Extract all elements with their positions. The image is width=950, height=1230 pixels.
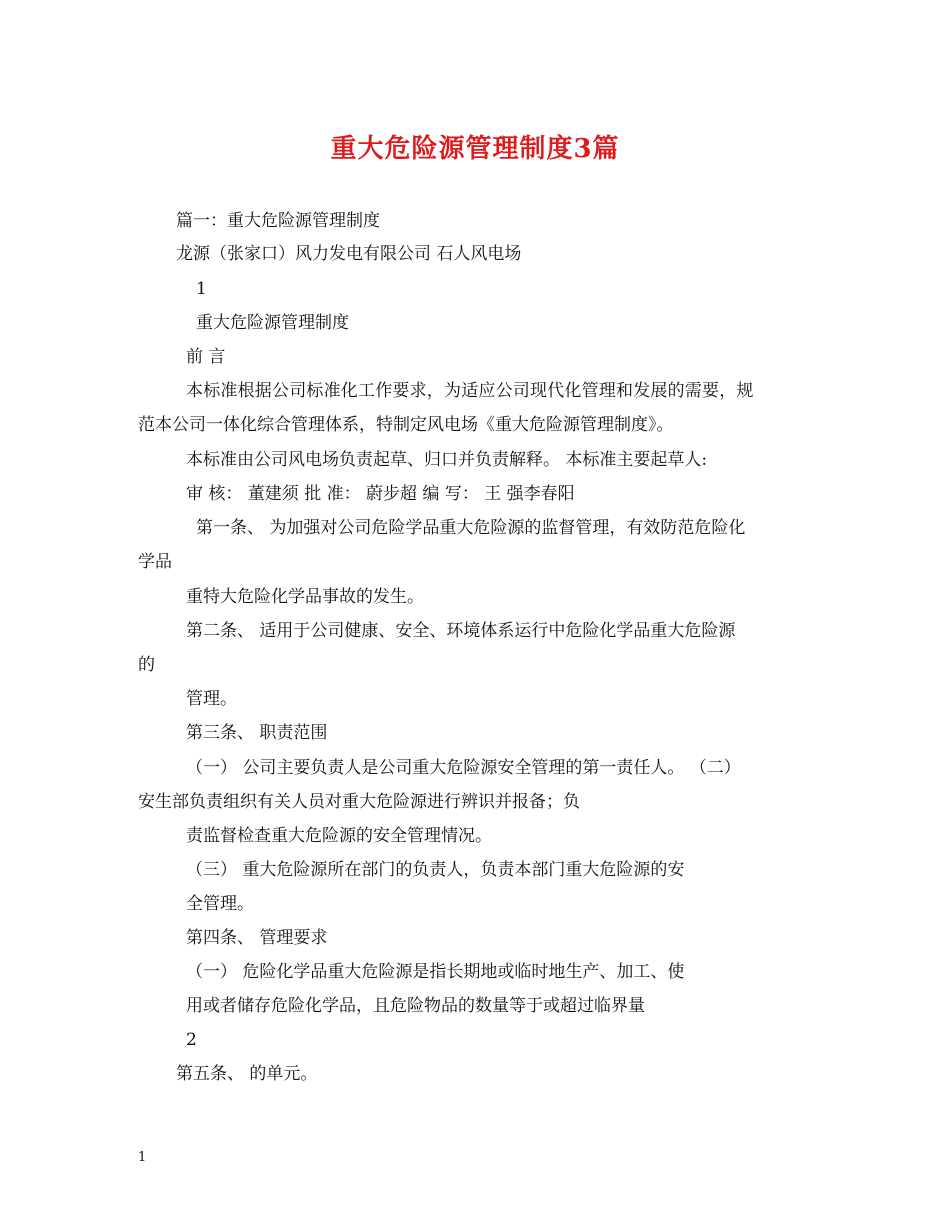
text-line: 前 言 <box>186 347 226 367</box>
text-line: 第五条、 的单元。 <box>176 1064 318 1084</box>
text-line: 重大危险源管理制度 <box>196 313 349 333</box>
text-line: （三） 重大危险源所在部门的负责人，负责本部门重大危险源的安 <box>186 860 685 880</box>
document-title: 重大危险源管理制度3篇 <box>330 134 620 164</box>
text-line: 用或者储存危险化学品，且危险物品的数量等于或超过临界量 <box>186 996 645 1016</box>
text-line: 第二条、 适用于公司健康、安全、环境体系运行中危险化学品重大危险源 <box>186 621 736 641</box>
text-line: 全管理。 <box>186 894 254 914</box>
text-line: 管理。 <box>186 689 237 709</box>
text-line: （一） 危险化学品重大危险源是指长期地或临时地生产、加工、使 <box>186 962 685 982</box>
text-line: 范本公司一体化综合管理体系，特制定风电场《重大危险源管理制度》。 <box>138 415 674 435</box>
text-line: 1 <box>196 279 207 299</box>
text-line: 第三条、 职责范围 <box>186 723 328 743</box>
text-line: 本标准根据公司标准化工作要求，为适应公司现代化管理和发展的需要，规 <box>186 381 754 401</box>
page-number: 1 <box>138 1150 147 1165</box>
text-line: 责监督检查重大危险源的安全管理情况。 <box>186 826 492 846</box>
text-line: （一） 公司主要负责人是公司重大危险源安全管理的第一责任人。 （二） <box>186 758 741 778</box>
text-line: 2 <box>186 1030 197 1050</box>
text-line: 篇一：重大危险源管理制度 <box>176 211 380 231</box>
text-line: 第一条、 为加强对公司危险学品重大危险源的监督管理，有效防范危险化 <box>196 518 746 538</box>
text-line: 重特大危险化学品事故的发生。 <box>186 587 424 607</box>
text-line: 本标准由公司风电场负责起草、归口并负责解释。 本标准主要起草人: <box>186 450 708 470</box>
text-line: 第四条、 管理要求 <box>186 928 328 948</box>
text-line: 龙源（张家口）风力发电有限公司 石人风电场 <box>176 244 522 264</box>
text-line: 安生部负责组织有关人员对重大危险源进行辨识并报备；负 <box>138 792 580 812</box>
text-line: 的 <box>138 655 155 675</box>
text-line: 学品 <box>138 552 172 572</box>
text-line: 审 核： 董建须 批 准： 蔚步超 编 写： 王 强李春阳 <box>186 484 575 504</box>
